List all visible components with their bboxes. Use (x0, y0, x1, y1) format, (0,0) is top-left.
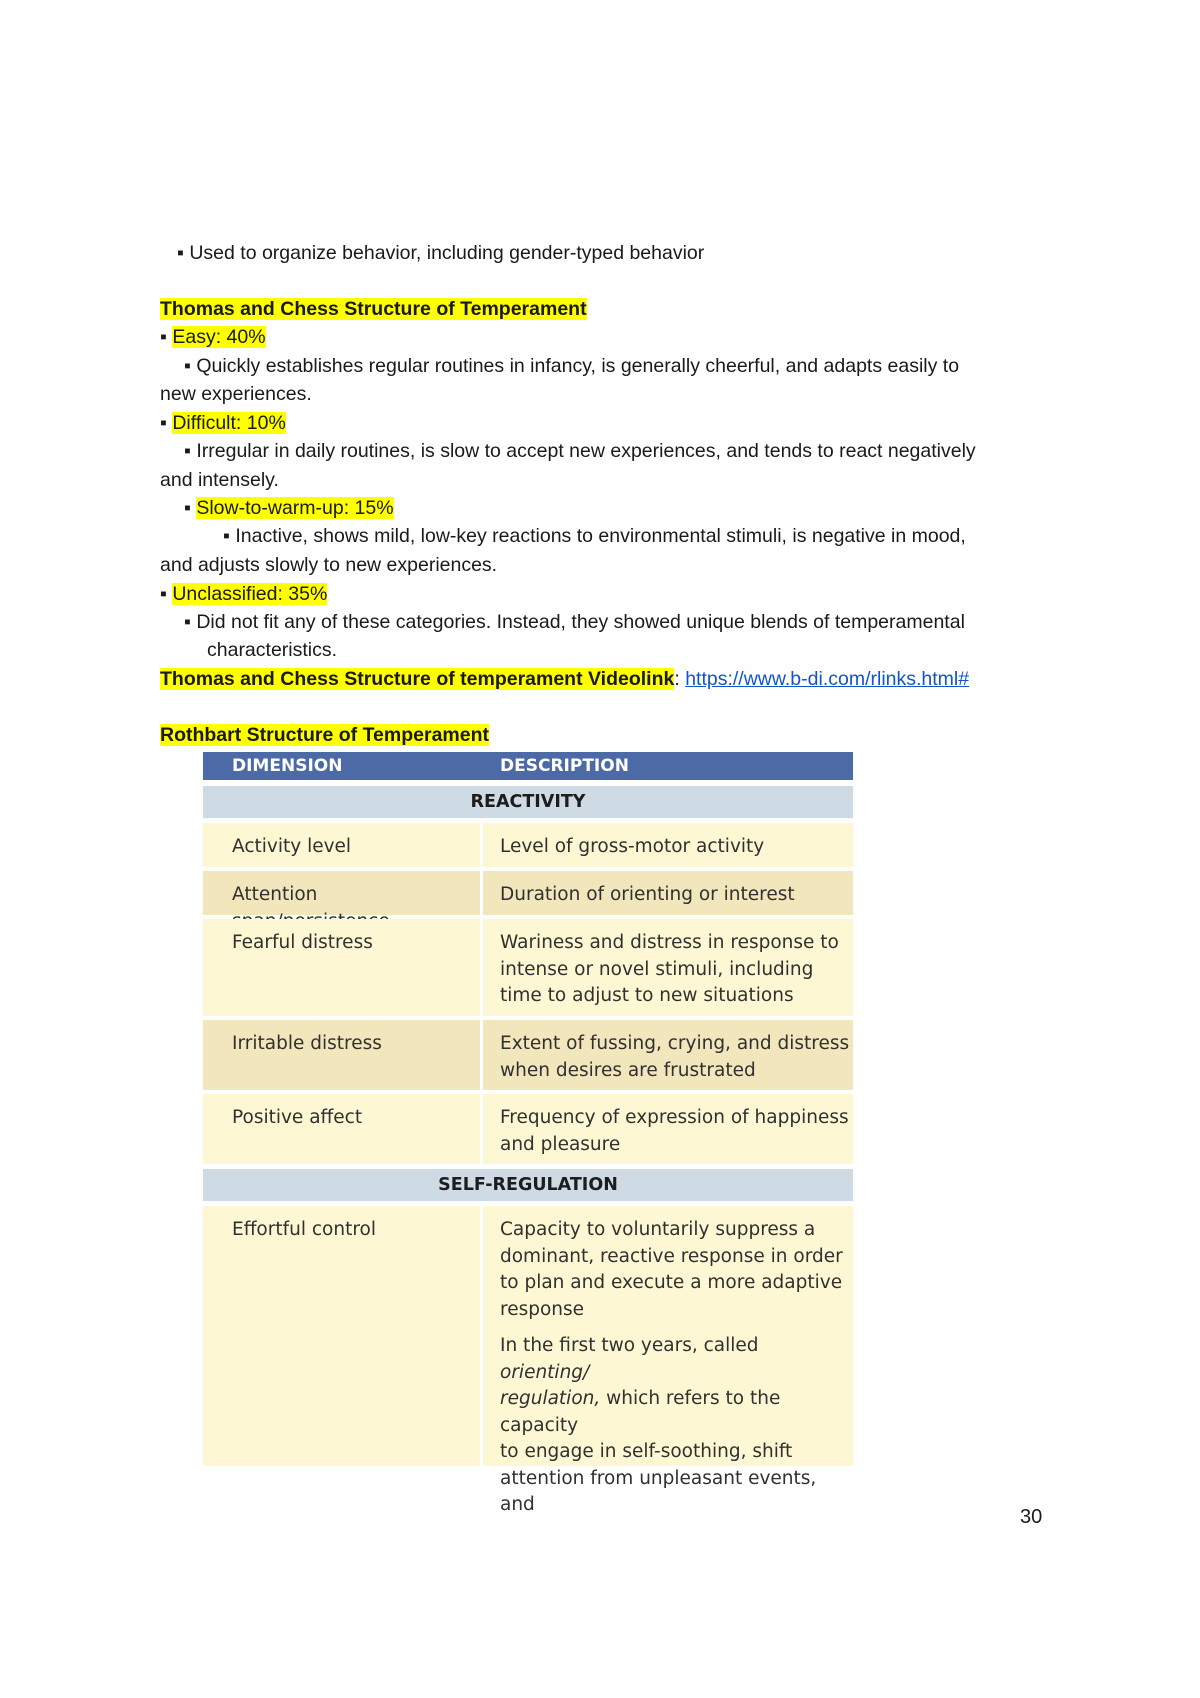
page-number: 30 (1020, 1506, 1043, 1528)
header-description: DESCRIPTION (500, 756, 629, 776)
video-link[interactable]: https://www.b-di.com/rlinks.html# (685, 668, 970, 690)
table-cell-description: Duration of orienting or interest (483, 871, 853, 915)
easy-desc: ▪ Quickly establishes regular routines in infancy, is generally cheerful, and adapts easily to (184, 355, 960, 377)
easy-label: Easy: 40% (172, 326, 266, 348)
table-row: Irritable distress (203, 1020, 480, 1090)
section-self-regulation: SELF-REGULATION (203, 1169, 853, 1201)
difficult-desc-cont: and intensely. (160, 469, 279, 491)
table-row: Effortful control (203, 1206, 480, 1466)
difficult-desc: ▪ Irregular in daily routines, is slow to accept new experiences, and tends to react negatively (184, 440, 976, 462)
table-row: Attention (203, 871, 480, 915)
table-row: Positive affect (203, 1094, 480, 1164)
table-header (203, 752, 853, 780)
rothbart-table (203, 752, 853, 1515)
thomas-chess-heading: Thomas and Chess Structure of Temperament (160, 298, 587, 320)
header-dimension: DIMENSION (232, 756, 343, 776)
unclassified-item: ▪ Unclassified: 35% (160, 583, 328, 605)
section-reactivity: REACTIVITY (203, 786, 853, 818)
slow-item: ▪ Slow-to-warm-up: 15% (184, 497, 394, 519)
table-cell-description: Level of gross-motor activity (483, 823, 853, 867)
intro-bullet: ▪ Used to organize behavior, including gender-typed behavior (177, 242, 705, 264)
difficult-label: Difficult: 10% (172, 412, 286, 434)
difficult-item: ▪ Difficult: 10% (160, 412, 286, 434)
table-row: Activity level (203, 823, 480, 867)
unclassified-desc-cont: characteristics. (207, 639, 338, 661)
table-cell-description: Frequency of expression of happiness and pleasure (483, 1094, 853, 1164)
slow-desc-cont: and adjusts slowly to new experiences. (160, 554, 498, 576)
slow-desc: ▪ Inactive, shows mild, low-key reactions to environmental stimuli, is negative in mood, (223, 525, 966, 547)
effortful-note: In the first two years, called orienting/ regulation, which refers to the capacity to engage in self-soothing, shift attention from unpleasant events, and (500, 1335, 817, 1515)
slow-label: Slow-to-warm-up: 15% (196, 497, 394, 519)
table-cell-description: Wariness and distress in response to intense or novel stimuli, including time to adjust to new situations (483, 919, 853, 1016)
unclassified-label: Unclassified: 35% (172, 583, 328, 605)
table-cell-description: Capacity to voluntarily suppress a dominant, reactive response in order to plan and execute a more adaptive response In the first two years, called orienting/ regulation, which refers to the capacity to engage in self-soothing, shift attention from unpleasant events, and (483, 1206, 853, 1466)
table-cell-description: Extent of fussing, crying, and distress when desires are frustrated (483, 1020, 853, 1090)
rothbart-heading: Rothbart Structure of Temperament (160, 724, 490, 746)
table-row: Fearful distress (203, 919, 480, 1016)
unclassified-desc: ▪ Did not fit any of these categories. Instead, they showed unique blends of temperamental (184, 611, 965, 633)
easy-desc-cont: new experiences. (160, 383, 312, 405)
easy-item: ▪ Easy: 40% (160, 326, 266, 348)
video-link-line: Thomas and Chess Structure of temperament Videolink: https://www.b-di.com/rlinks.html# (160, 668, 970, 690)
